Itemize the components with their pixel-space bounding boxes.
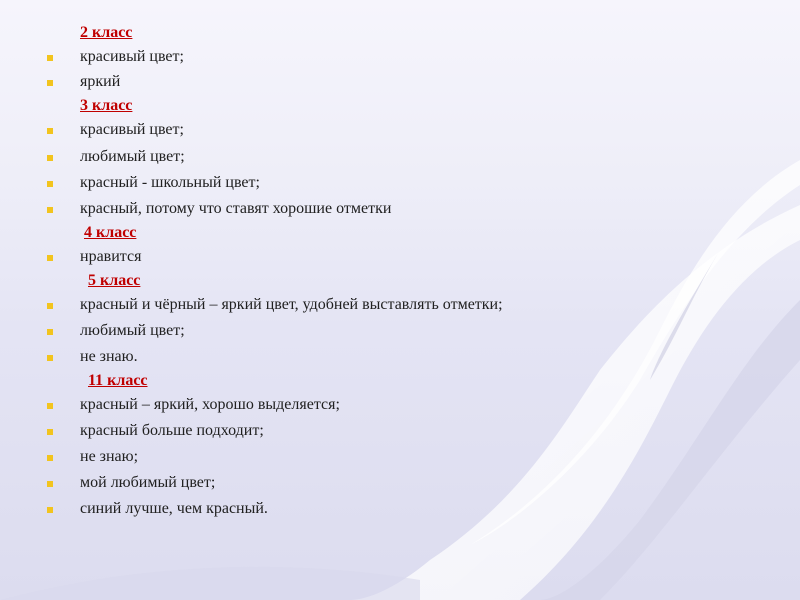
list-item: красный – яркий, хорошо выделяется; xyxy=(80,396,340,413)
list-item: красный и чёрный – яркий цвет, удобней выставлять отметки; xyxy=(80,296,503,313)
bullet-icon xyxy=(47,507,53,513)
bullet-icon xyxy=(47,155,53,161)
heading-2-class: 2 класс xyxy=(80,24,133,41)
list-item: красивый цвет; xyxy=(80,48,184,65)
bullet-icon xyxy=(47,181,53,187)
list-item: не знаю. xyxy=(80,348,138,365)
list-item: мой любимый цвет; xyxy=(80,474,216,491)
bullet-icon xyxy=(47,207,53,213)
heading-11-class: 11 класс xyxy=(88,372,148,389)
bullet-icon xyxy=(47,329,53,335)
list-item: красивый цвет; xyxy=(80,121,184,138)
bullet-icon xyxy=(47,403,53,409)
bullet-icon xyxy=(47,255,53,261)
bullet-icon xyxy=(47,303,53,309)
list-item: красный, потому что ставят хорошие отметки xyxy=(80,200,392,217)
list-item: не знаю; xyxy=(80,448,139,465)
heading-5-class: 5 класс xyxy=(88,272,141,289)
heading-4-class: 4 класс xyxy=(84,224,137,241)
bullet-icon xyxy=(47,355,53,361)
bullet-icon xyxy=(47,80,53,86)
bullet-icon xyxy=(47,429,53,435)
bullet-icon xyxy=(47,128,53,134)
list-item: любимый цвет; xyxy=(80,148,185,165)
bullet-icon xyxy=(47,455,53,461)
bullet-icon xyxy=(47,481,53,487)
list-item: яркий xyxy=(80,73,121,90)
list-item: нравится xyxy=(80,248,142,265)
list-item: синий лучше, чем красный. xyxy=(80,500,268,517)
list-item: любимый цвет; xyxy=(80,322,185,339)
list-item: красный больше подходит; xyxy=(80,422,264,439)
bullet-icon xyxy=(47,55,53,61)
list-item: красный - школьный цвет; xyxy=(80,174,260,191)
heading-3-class: 3 класс xyxy=(80,97,133,114)
